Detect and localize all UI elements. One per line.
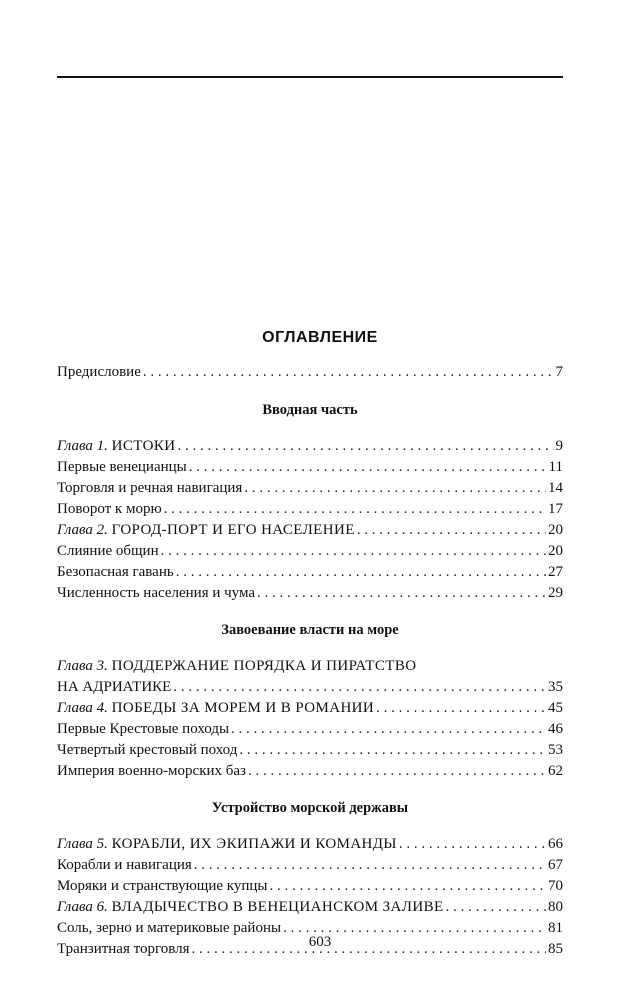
top-rule [57, 76, 563, 78]
toc-entry-label: Империя военно-морских баз [57, 763, 246, 779]
leader-dots [161, 541, 546, 562]
toc-page-number: 17 [548, 501, 563, 517]
toc-page-number: 80 [548, 899, 563, 915]
toc-entry-chapter-6[interactable] [57, 897, 563, 918]
toc-page-number: 46 [548, 721, 563, 737]
leader-dots [173, 677, 546, 698]
toc-entry-label: Корабли и навигация [57, 857, 192, 873]
toc-entry-label: Соль, зерно и материковые районы [57, 920, 282, 936]
toc-entry-label: Численность населения и чума [57, 585, 256, 601]
table-of-contents [57, 362, 563, 960]
toc-entry-chapter-3-line-1[interactable] [57, 656, 563, 677]
toc-page-number: 81 [548, 920, 563, 936]
toc-page-number: 35 [548, 679, 563, 695]
page-title: ОГЛАВЛЕНИЕ [262, 329, 378, 346]
toc-page-number: 7 [555, 364, 563, 380]
section-heading-structure: Устройство морской державы [211, 800, 409, 816]
toc-page-number: 62 [548, 763, 563, 779]
toc-entry[interactable] [57, 478, 563, 499]
toc-page-number: 11 [548, 459, 563, 475]
toc-entry[interactable] [57, 541, 563, 562]
chapter-prefix: Глава 6. [57, 899, 108, 915]
toc-entry-chapter-2[interactable] [57, 520, 563, 541]
toc-entry-label: Поворот к морю [57, 501, 162, 517]
page-number: 603 [308, 934, 332, 950]
toc-entry-label: ПОДДЕРЖАНИЕ ПОРЯДКА И ПИРАТСТВО [111, 658, 417, 674]
toc-entry-label: Безопасная гавань [57, 564, 174, 580]
toc-page-number: 70 [548, 878, 563, 894]
chapter-prefix: Глава 5. [57, 836, 108, 852]
toc-entry-label: ВЛАДЫЧЕСТВО В ВЕНЕЦИАНСКОМ ЗАЛИВЕ [111, 899, 444, 915]
toc-entry-label: Первые венецианцы [57, 459, 187, 475]
leader-dots [231, 719, 546, 740]
toc-entry-preface[interactable] [57, 362, 563, 383]
toc-entry-label: ГОРОД-ПОРТ И ЕГО НАСЕЛЕНИЕ [111, 522, 355, 538]
toc-entry-chapter-3[interactable] [57, 677, 563, 698]
leader-dots [143, 362, 554, 383]
leader-dots [189, 457, 547, 478]
toc-page-number: 53 [548, 742, 563, 758]
toc-page-number: 66 [548, 836, 563, 852]
toc-entry-label: КОРАБЛИ, ИХ ЭКИПАЖИ И КОМАНДЫ [111, 836, 397, 852]
toc-entry-label: Транзитная торговля [57, 941, 190, 957]
toc-entry-label: Моряки и странствующие купцы [57, 878, 268, 894]
toc-page-number: 29 [548, 585, 563, 601]
leader-dots [376, 698, 546, 719]
toc-entry[interactable] [57, 499, 563, 520]
leader-dots [164, 499, 546, 520]
chapter-prefix: Глава 2. [57, 522, 108, 538]
leader-dots [269, 876, 546, 897]
toc-entry[interactable] [57, 562, 563, 583]
leader-dots [176, 562, 546, 583]
toc-entry[interactable] [57, 457, 563, 478]
toc-entry-label: Первые Крестовые походы [57, 721, 230, 737]
toc-entry[interactable] [57, 719, 563, 740]
leader-dots [194, 855, 546, 876]
leader-dots [446, 897, 546, 918]
toc-entry[interactable] [57, 583, 563, 604]
toc-page-number: 85 [548, 941, 563, 957]
section-heading-conquest: Завоевание власти на море [221, 622, 399, 638]
toc-page-number: 45 [548, 700, 563, 716]
chapter-prefix: Глава 3. [57, 658, 108, 674]
chapter-prefix: Глава 4. [57, 700, 108, 716]
toc-entry[interactable] [57, 740, 563, 761]
leader-dots [248, 761, 546, 782]
toc-entry-label: ИСТОКИ [111, 438, 176, 454]
leader-dots [244, 478, 546, 499]
toc-entry-label: Торговля и речная навигация [57, 480, 243, 496]
toc-entry-label: Слияние общин [57, 543, 159, 559]
toc-page-number: 67 [548, 857, 563, 873]
toc-entry[interactable] [57, 761, 563, 782]
toc-entry-label: Предисловие [57, 364, 141, 380]
toc-entry[interactable] [57, 876, 563, 897]
toc-entry-chapter-5[interactable] [57, 834, 563, 855]
toc-page-number: 20 [548, 522, 563, 538]
toc-entry-chapter-4[interactable] [57, 698, 563, 719]
leader-dots [399, 834, 546, 855]
toc-entry-label: Четвертый крестовый поход [57, 742, 238, 758]
toc-entry-chapter-1[interactable] [57, 436, 563, 457]
toc-page-number: 20 [548, 543, 563, 559]
leader-dots [257, 583, 546, 604]
toc-entry-label-continued: НА АДРИАТИКЕ [57, 679, 172, 695]
leader-dots [239, 740, 546, 761]
toc-page-number: 14 [548, 480, 563, 496]
leader-dots [178, 436, 554, 457]
leader-dots [357, 520, 546, 541]
toc-entry-label: ПОБЕДЫ ЗА МОРЕМ И В РОМАНИИ [111, 700, 375, 716]
toc-page-number: 27 [548, 564, 563, 580]
toc-entry[interactable] [57, 855, 563, 876]
section-heading-intro: Вводная часть [262, 402, 358, 418]
chapter-prefix: Глава 1. [57, 438, 108, 454]
toc-page-number: 9 [555, 438, 563, 454]
